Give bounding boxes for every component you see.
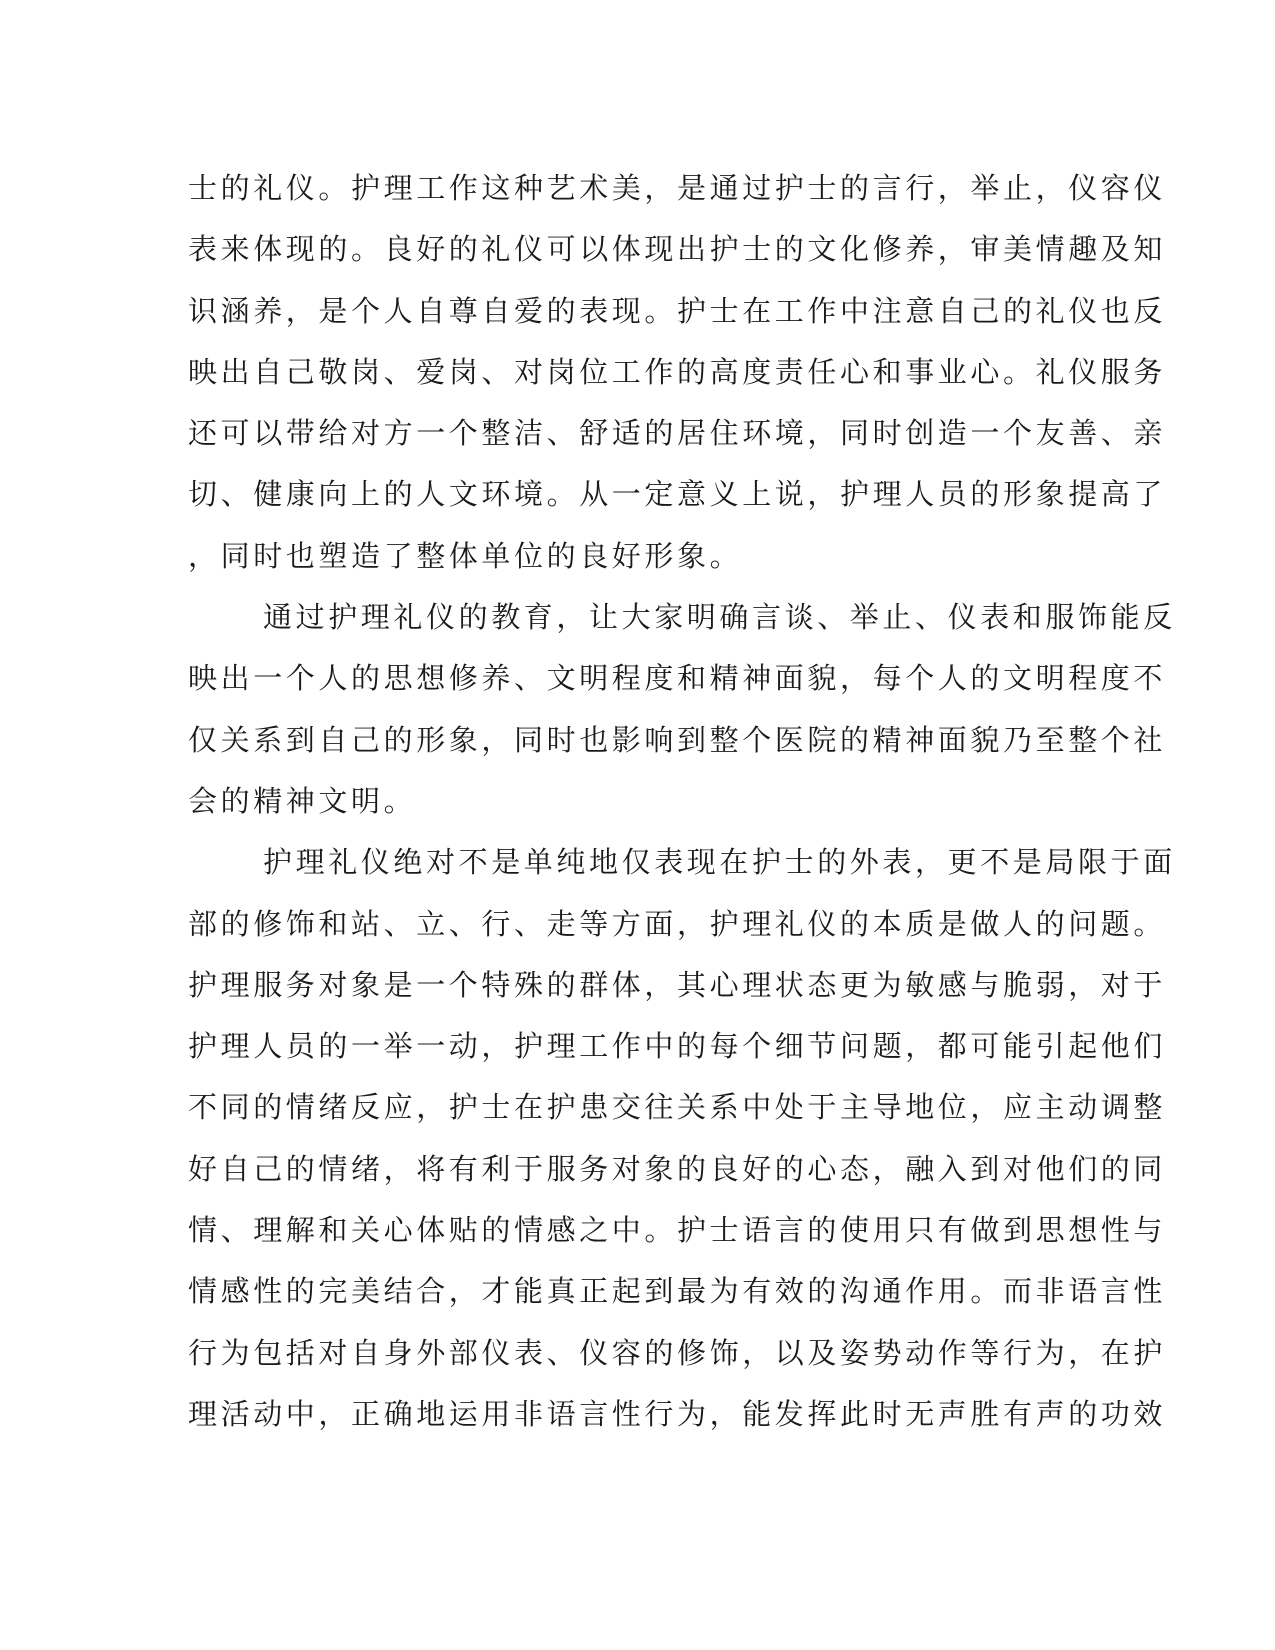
text-line: ，同时也塑造了整体单位的良好形象。 [188, 538, 743, 573]
text-line: 好自己的情绪，将有利于服务对象的良好的心态，融入到对他们的同 [188, 1151, 1167, 1186]
text-line: 情、理解和关心体贴的情感之中。护士语言的使用只有做到思想性与 [188, 1213, 1167, 1248]
text-line: 映出自己敬岗、爱岗、对岗位工作的高度责任心和事业心。礼仪服务 [188, 354, 1167, 389]
text-line: 还可以带给对方一个整洁、舒适的居住环境，同时创造一个友善、亲 [188, 416, 1167, 451]
text-line: 仅关系到自己的形象，同时也影响到整个医院的精神面貌乃至整个社 [188, 722, 1167, 757]
paragraph-start-line: 通过护理礼仪的教育，让大家明确言谈、举止、仪表和服饰能反 [263, 600, 1176, 635]
text-line: 行为包括对自身外部仪表、仪容的修饰，以及姿势动作等行为，在护 [188, 1335, 1167, 1370]
document-body [188, 158, 1176, 1445]
text-line: 不同的情绪反应，护士在护患交往关系中处于主导地位，应主动调整 [188, 1090, 1167, 1125]
text-line: 情感性的完美结合，才能真正起到最为有效的沟通作用。而非语言性 [188, 1274, 1167, 1309]
text-line: 护理人员的一举一动，护理工作中的每个细节问题，都可能引起他们 [188, 1029, 1167, 1064]
text-line: 士的礼仪。护理工作这种艺术美，是通过护士的言行，举止，仪容仪 [188, 171, 1167, 205]
text-line: 部的修饰和站、立、行、走等方面，护理礼仪的本质是做人的问题。 [188, 906, 1167, 941]
text-line: 护理服务对象是一个特殊的群体，其心理状态更为敏感与脆弱，对于 [188, 967, 1167, 1002]
paragraph-start-line: 护理礼仪绝对不是单纯地仅表现在护士的外表，更不是局限于面 [263, 845, 1176, 880]
text-line: 切、健康向上的人文环境。从一定意义上说，护理人员的形象提高了 [188, 477, 1167, 512]
text-line: 映出一个人的思想修养、文明程度和精神面貌，每个人的文明程度不 [188, 661, 1167, 696]
text-line: 表来体现的。良好的礼仪可以体现出护士的文化修养，审美情趣及知 [188, 232, 1167, 267]
text-line: 识涵养，是个人自尊自爱的表现。护士在工作中注意自己的礼仪也反 [188, 293, 1167, 328]
text-line: 理活动中，正确地运用非语言性行为，能发挥此时无声胜有声的功效 [188, 1396, 1167, 1431]
text-line: 会的精神文明。 [188, 783, 417, 818]
